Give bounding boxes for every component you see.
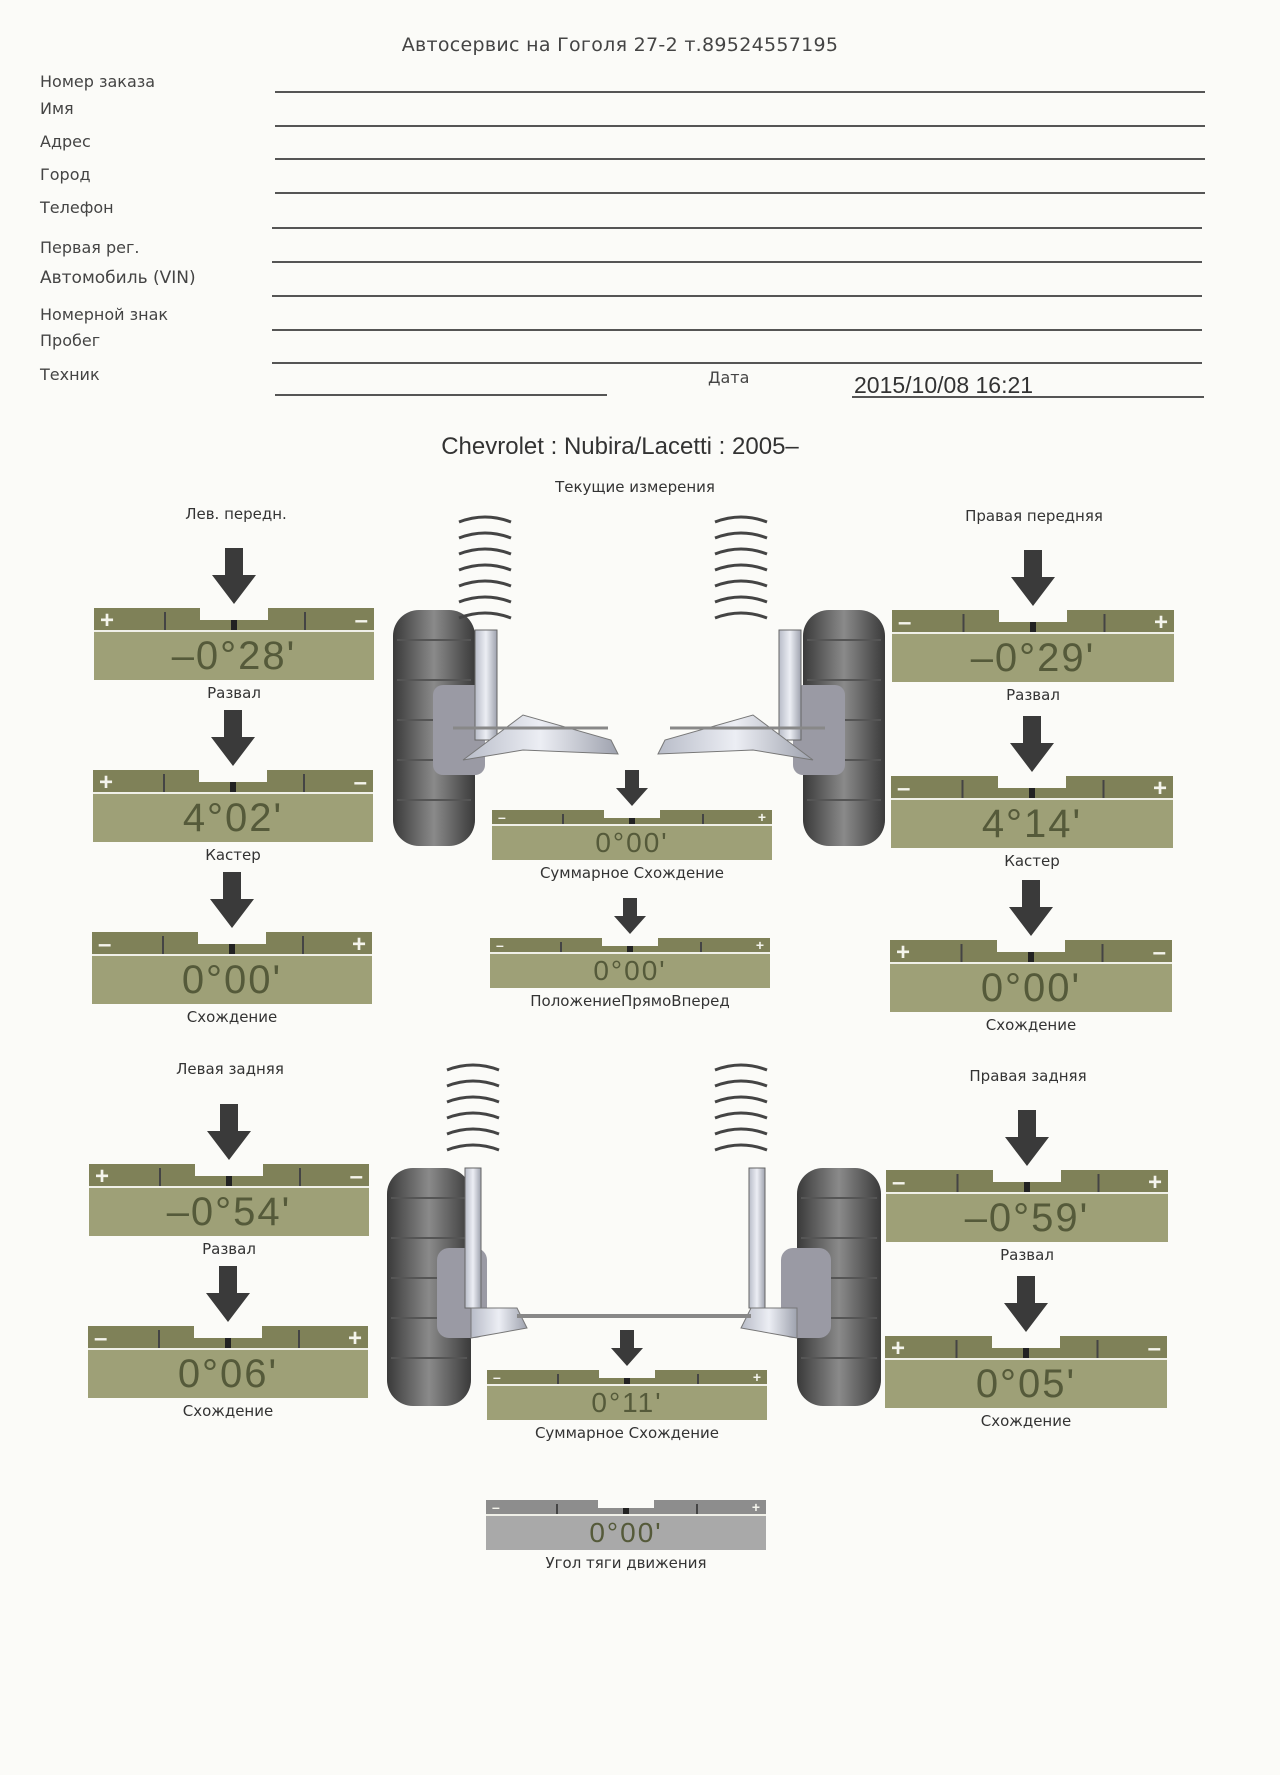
pointer-arrow-icon — [211, 710, 255, 766]
gauge-center-marker — [231, 620, 237, 630]
gauge-rear-left-camber — [89, 1104, 369, 1258]
current-measurements-title: Текущие измерения — [555, 478, 715, 496]
gauge-tick — [162, 936, 164, 954]
service-header: Автосервис на Гоголя 27-2 т.89524557195 — [401, 34, 839, 56]
pointer-arrow-icon — [1011, 550, 1055, 606]
gauge-rear-total-toe — [487, 1330, 767, 1450]
gauge-front-left-toe — [92, 872, 372, 1026]
scale-left-sign: + — [896, 939, 911, 966]
gauge-tick — [299, 1168, 301, 1186]
gauge-thrust-angle — [486, 1500, 766, 1585]
field-line-mileage[interactable] — [272, 362, 1202, 364]
field-label-plate: Номерной знак — [40, 305, 169, 324]
gauge-tick — [963, 614, 965, 632]
gauge-tick — [1098, 1174, 1100, 1192]
field-line-first-reg[interactable] — [272, 261, 1202, 263]
field-line-vin[interactable] — [272, 295, 1202, 297]
gauge-caption: Суммарное Схождение — [539, 864, 725, 882]
gauge-front-right-caster — [891, 716, 1173, 870]
gauge-value: 0°00' — [595, 827, 669, 858]
pointer-arrow-icon — [1005, 1110, 1049, 1166]
scale-right-sign: + — [752, 1369, 761, 1385]
scale-right-sign: + — [351, 931, 366, 958]
gauge-center-marker — [624, 1378, 630, 1384]
gauge-value: –0°59' — [964, 1196, 1090, 1240]
field-line-technician[interactable] — [275, 394, 607, 396]
front-left-title: Лев. передн. — [185, 505, 287, 523]
gauge-tick — [702, 814, 704, 824]
gauge-front-right-toe — [890, 880, 1172, 1034]
gauge-tick — [560, 942, 562, 952]
scale-left-sign: – — [98, 931, 112, 958]
gauge-value: 0°06' — [177, 1352, 279, 1396]
scale-right-sign: – — [1152, 939, 1166, 966]
gauge-tick — [304, 612, 306, 630]
gauge-caption: Суммарное Схождение — [534, 1424, 720, 1442]
gauge-value: 0°00' — [593, 955, 667, 986]
rear-left-title: Левая задняя — [176, 1060, 284, 1078]
gauge-tick — [556, 1504, 558, 1514]
scale-left-sign: + — [95, 1163, 110, 1190]
gauge-tick — [700, 942, 702, 952]
field-line-name[interactable] — [275, 125, 1205, 127]
gauge-center-marker — [1023, 1348, 1029, 1358]
scale-right-sign: – — [354, 607, 368, 634]
scale-right-sign: + — [347, 1325, 362, 1352]
gauge-value: 0°00' — [980, 966, 1082, 1010]
gauge-caption: Развал — [1006, 686, 1060, 704]
scale-left-sign: + — [891, 1335, 906, 1362]
field-line-city[interactable] — [275, 192, 1205, 194]
gauge-value: 0°00' — [181, 958, 283, 1002]
gauge-front-total-toe — [492, 770, 772, 898]
scale-left-sign: – — [898, 609, 912, 636]
gauge-rear-left-toe — [88, 1266, 368, 1420]
date-value: 2015/10/08 16:21 — [854, 372, 1034, 398]
gauge-tick — [158, 1330, 160, 1348]
scale-right-sign: – — [349, 1163, 363, 1190]
gauge-caption: Схождение — [182, 1402, 274, 1420]
pointer-arrow-icon — [210, 872, 254, 928]
gauge-center-marker — [627, 946, 633, 952]
rear-right-title: Правая задняя — [969, 1067, 1087, 1085]
gauge-front-straight-ahead — [490, 898, 770, 1028]
field-label-city: Город — [40, 165, 91, 184]
scale-left-sign: – — [892, 1169, 906, 1196]
gauge-center-marker — [623, 1508, 629, 1514]
gauge-value: –0°54' — [166, 1190, 292, 1234]
field-label-phone: Телефон — [40, 198, 114, 217]
pointer-arrow-icon — [1010, 716, 1054, 772]
field-label-mileage: Пробег — [40, 331, 101, 350]
scale-left-sign: + — [99, 769, 114, 796]
gauge-caption: Развал — [202, 1240, 256, 1258]
scale-right-sign: + — [1152, 775, 1167, 802]
gauge-center-marker — [1028, 952, 1034, 962]
gauge-caption: Кастер — [1004, 852, 1060, 870]
gauge-caption: ПоложениеПрямоВперед — [530, 992, 730, 1010]
gauge-tick — [1102, 944, 1104, 962]
gauge-tick — [961, 944, 963, 962]
scale-left-sign: – — [897, 775, 911, 802]
gauge-rear-right-toe — [885, 1276, 1167, 1430]
gauge-tick — [562, 814, 564, 824]
gauge-value: 4°14' — [981, 802, 1083, 846]
gauge-center-marker — [229, 944, 235, 954]
scale-right-sign: + — [755, 937, 764, 953]
gauge-tick — [962, 780, 964, 798]
pointer-arrow-icon — [1009, 880, 1053, 936]
gauge-caption: Развал — [207, 684, 261, 702]
gauge-center-marker — [1024, 1182, 1030, 1192]
gauge-tick — [302, 936, 304, 954]
gauge-tick — [696, 1504, 698, 1514]
gauge-center-marker — [225, 1338, 231, 1348]
scale-right-sign: + — [1147, 1169, 1162, 1196]
gauge-value: 0°00' — [589, 1517, 663, 1548]
gauge-tick — [1097, 1340, 1099, 1358]
field-label-name: Имя — [40, 99, 74, 118]
gauge-front-left-camber — [94, 548, 374, 702]
gauge-value: 0°11' — [591, 1387, 663, 1418]
scale-right-sign: – — [353, 769, 367, 796]
pointer-arrow-icon — [614, 898, 646, 934]
field-label-technician: Техник — [40, 365, 100, 384]
scale-left-sign: – — [498, 809, 506, 825]
field-label-first-reg: Первая рег. — [40, 238, 140, 257]
gauge-tick — [1103, 780, 1105, 798]
pointer-arrow-icon — [1004, 1276, 1048, 1332]
gauge-tick — [164, 612, 166, 630]
gauge-center-marker — [1029, 788, 1035, 798]
scale-right-sign: + — [1153, 609, 1168, 636]
scale-right-sign: + — [751, 1500, 760, 1515]
gauge-value: –0°29' — [970, 636, 1096, 680]
gauge-caption: Схождение — [980, 1412, 1072, 1430]
gauge-tick — [957, 1174, 959, 1192]
gauge-tick — [159, 1168, 161, 1186]
field-label-address: Адрес — [40, 132, 91, 151]
gauge-caption: Развал — [1000, 1246, 1054, 1264]
gauge-front-left-caster — [93, 710, 373, 864]
pointer-arrow-icon — [212, 548, 256, 604]
gauge-tick — [1104, 614, 1106, 632]
field-label-vin: Автомобиль (VIN) — [40, 268, 196, 288]
front-right-title: Правая передняя — [965, 507, 1103, 525]
gauge-tick — [163, 774, 165, 792]
pointer-arrow-icon — [206, 1266, 250, 1322]
gauge-center-marker — [1030, 622, 1036, 632]
scale-left-sign: – — [94, 1325, 108, 1352]
scale-left-sign: – — [492, 1500, 500, 1515]
gauge-caption: Схождение — [985, 1016, 1077, 1034]
gauge-caption: Кастер — [205, 846, 261, 864]
field-line-plate[interactable] — [272, 329, 1202, 331]
gauge-value: –0°28' — [171, 634, 297, 678]
gauge-tick — [697, 1374, 699, 1384]
scale-left-sign: – — [496, 937, 504, 953]
gauge-tick — [303, 774, 305, 792]
field-line-order-number[interactable] — [275, 91, 1205, 93]
gauge-caption: Схождение — [186, 1008, 278, 1026]
gauge-rear-right-camber — [886, 1110, 1168, 1264]
gauge-front-right-camber — [892, 550, 1174, 704]
pointer-arrow-icon — [611, 1330, 643, 1366]
date-label: Дата — [708, 368, 750, 387]
gauge-value: 4°02' — [182, 796, 284, 840]
gauge-tick — [956, 1340, 958, 1358]
field-line-address[interactable] — [275, 158, 1205, 160]
pointer-arrow-icon — [616, 770, 648, 806]
scale-right-sign: – — [1147, 1335, 1161, 1362]
gauge-caption: Угол тяги движения — [545, 1554, 707, 1572]
gauge-center-marker — [230, 782, 236, 792]
field-label-order-number: Номер заказа — [40, 72, 156, 91]
gauge-center-marker — [226, 1176, 232, 1186]
field-line-phone[interactable] — [272, 227, 1202, 229]
pointer-arrow-icon — [207, 1104, 251, 1160]
scale-left-sign: + — [100, 607, 115, 634]
scale-left-sign: – — [493, 1369, 501, 1385]
gauge-tick — [298, 1330, 300, 1348]
vehicle-title: Chevrolet : Nubira/Lacetti : 2005– — [441, 433, 799, 460]
gauge-center-marker — [629, 818, 635, 824]
scale-right-sign: + — [757, 809, 766, 825]
gauge-tick — [557, 1374, 559, 1384]
gauge-value: 0°05' — [975, 1362, 1077, 1406]
